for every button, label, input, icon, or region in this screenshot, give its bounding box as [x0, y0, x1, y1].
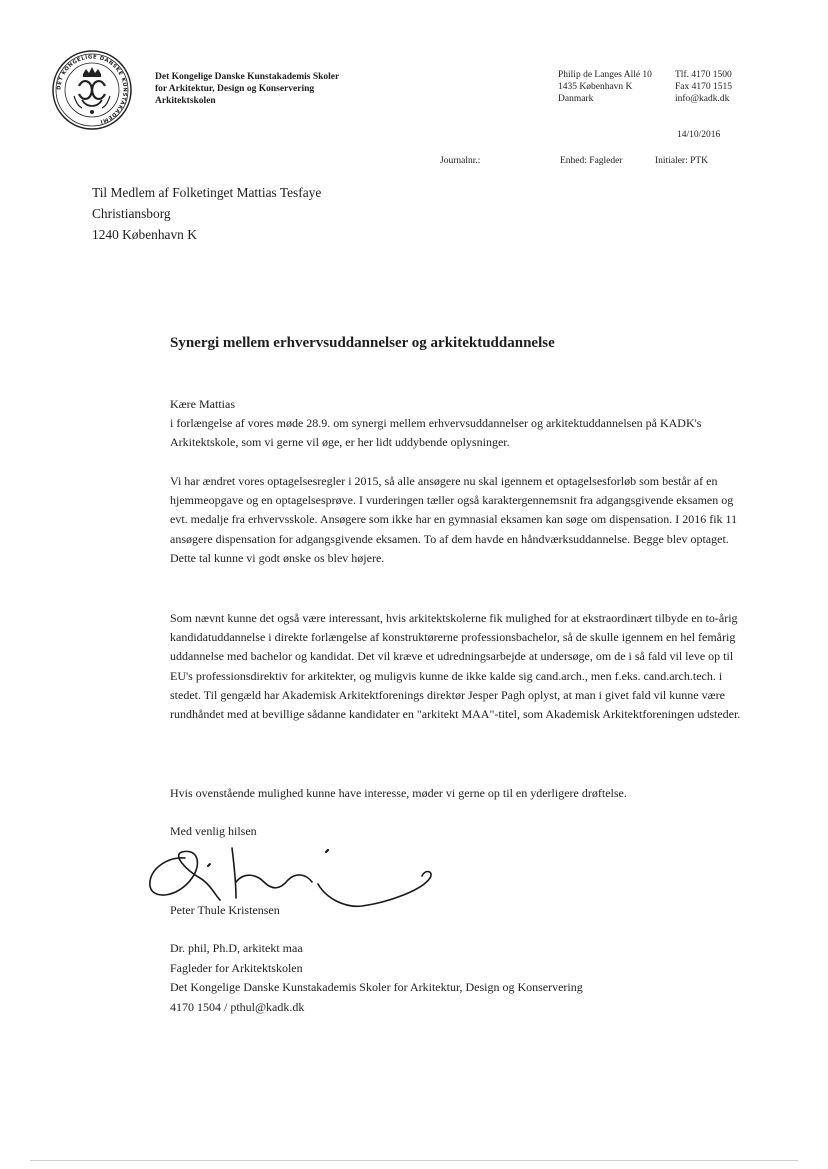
institution-line: for Arkitektur, Design og Konservering: [155, 84, 315, 94]
signer-details: [170, 939, 750, 1017]
signer-contact: 4170 1504 / pthul@kadk.dk: [170, 999, 305, 1014]
address-line: 1435 København K: [558, 82, 633, 92]
unit-reference: Enhed: Fagleder: [560, 156, 623, 166]
salutation: Kære Mattias: [170, 397, 235, 411]
recipient-line: 1240 København K: [92, 227, 197, 242]
initials-reference: Initialer: PTK: [655, 156, 709, 166]
signer-institution: Det Kongelige Danske Kunstakademis Skoler for Arkitektur, Design og Konservering: [170, 980, 583, 995]
svg-text:DET KONGELIGE DANSKE KUNSTAKAD: DET KONGELIGE DANSKE KUNSTAKADEMI: [56, 54, 128, 125]
journal-number: Journalnr.:: [440, 156, 481, 166]
contact-email: info@kadk.dk: [675, 94, 730, 104]
recipient-line: Til Medlem af Folketinget Mattias Tesfaye: [92, 185, 322, 200]
body-paragraph: Som nævnt kunne det også være interessant, hvis arkitektskolerne fik mulighed for at ekstraordinært tilbyde en to-årig kandidatuddannelse i direkte forlængelse af konstruktørerne professionsbachelor, så de skulle igennem en hel femårig uddannelse med bachelor og kandidat. Det vil kræve et udredningsarbejde at undersøge, om de i så fald vil leve op til EU's professionsdirektiv for arkitekter, og muligvis kunne de ikke kalde sig cand.arch., men f.eks. cand.arch.tech. i stedet. Til gengæld har Akademisk Arkitektforenings direktør Jesper Pagh oplyst, at man i givet fald vil kunne være rundhåndet med at bevillige sådanne kandidater en "arkitekt MAA"-titel, som Akademisk Arkitektforeningen udsteder.: [170, 611, 741, 722]
address-line: Danmark: [558, 94, 594, 104]
signer-position: Fagleder for Arkitektskolen: [170, 960, 303, 975]
body-paragraph: Hvis ovenstående mulighed kunne have interesse, møder vi gerne op til en yderligere drøftelse.: [170, 786, 627, 800]
address-line: Philip de Langes Allé 10: [558, 70, 652, 80]
postal-address: [558, 69, 652, 105]
signer-name: Peter Thule Kristensen: [170, 903, 280, 917]
institution-line: Arkitektskolen: [155, 96, 216, 106]
phone-number: Tlf. 4170 1500: [675, 70, 732, 80]
institution-line: Det Kongelige Danske Kunstakademis Skoler: [155, 72, 340, 82]
recipient-address: [92, 182, 321, 245]
closing: Med venlig hilsen: [170, 824, 257, 838]
institution-name: [155, 71, 339, 107]
body-paragraph: i forlængelse af vores møde 28.9. om synergi mellem erhvervsuddannelser og arkitektuddannelsen på KADK's Arkitektskole, som vi gerne vil øge, er her lidt uddybende oplysninger.: [170, 416, 702, 450]
letter-date: 14/10/2016: [677, 130, 721, 140]
body-paragraph: Vi har ændret vores optagelsesregler i 2015, så alle ansøgere nu skal igennem et optagelsesforløb som består af en hjemmeopgave og en optagelsesprøve. I vurderingen tæller også karaktergennemsnit fra adgangsgivende eksamen og evt. medalje fra erhvervsskole. Ansøgere som ikke har en gymnasial eksamen kan søge om dispensation. I 2016 fik 11 ansøgere dispensation for adgangsgivende eksamen. To af dem havde en håndværksuddannelse. Begge blev optaget. Dette tal kunne vi godt ønske os blev højere.: [170, 474, 738, 565]
footer-divider: [30, 1160, 798, 1161]
contact-info: [675, 69, 732, 105]
letter-subject: Synergi mellem erhvervsuddannelser og arkitektuddannelse: [170, 335, 555, 351]
academy-seal-logo: [52, 50, 132, 130]
fax-number: Fax 4170 1515: [675, 82, 732, 92]
recipient-line: Christiansborg: [92, 206, 171, 221]
signer-title: Dr. phil, Ph.D, arkitekt maa: [170, 941, 303, 955]
